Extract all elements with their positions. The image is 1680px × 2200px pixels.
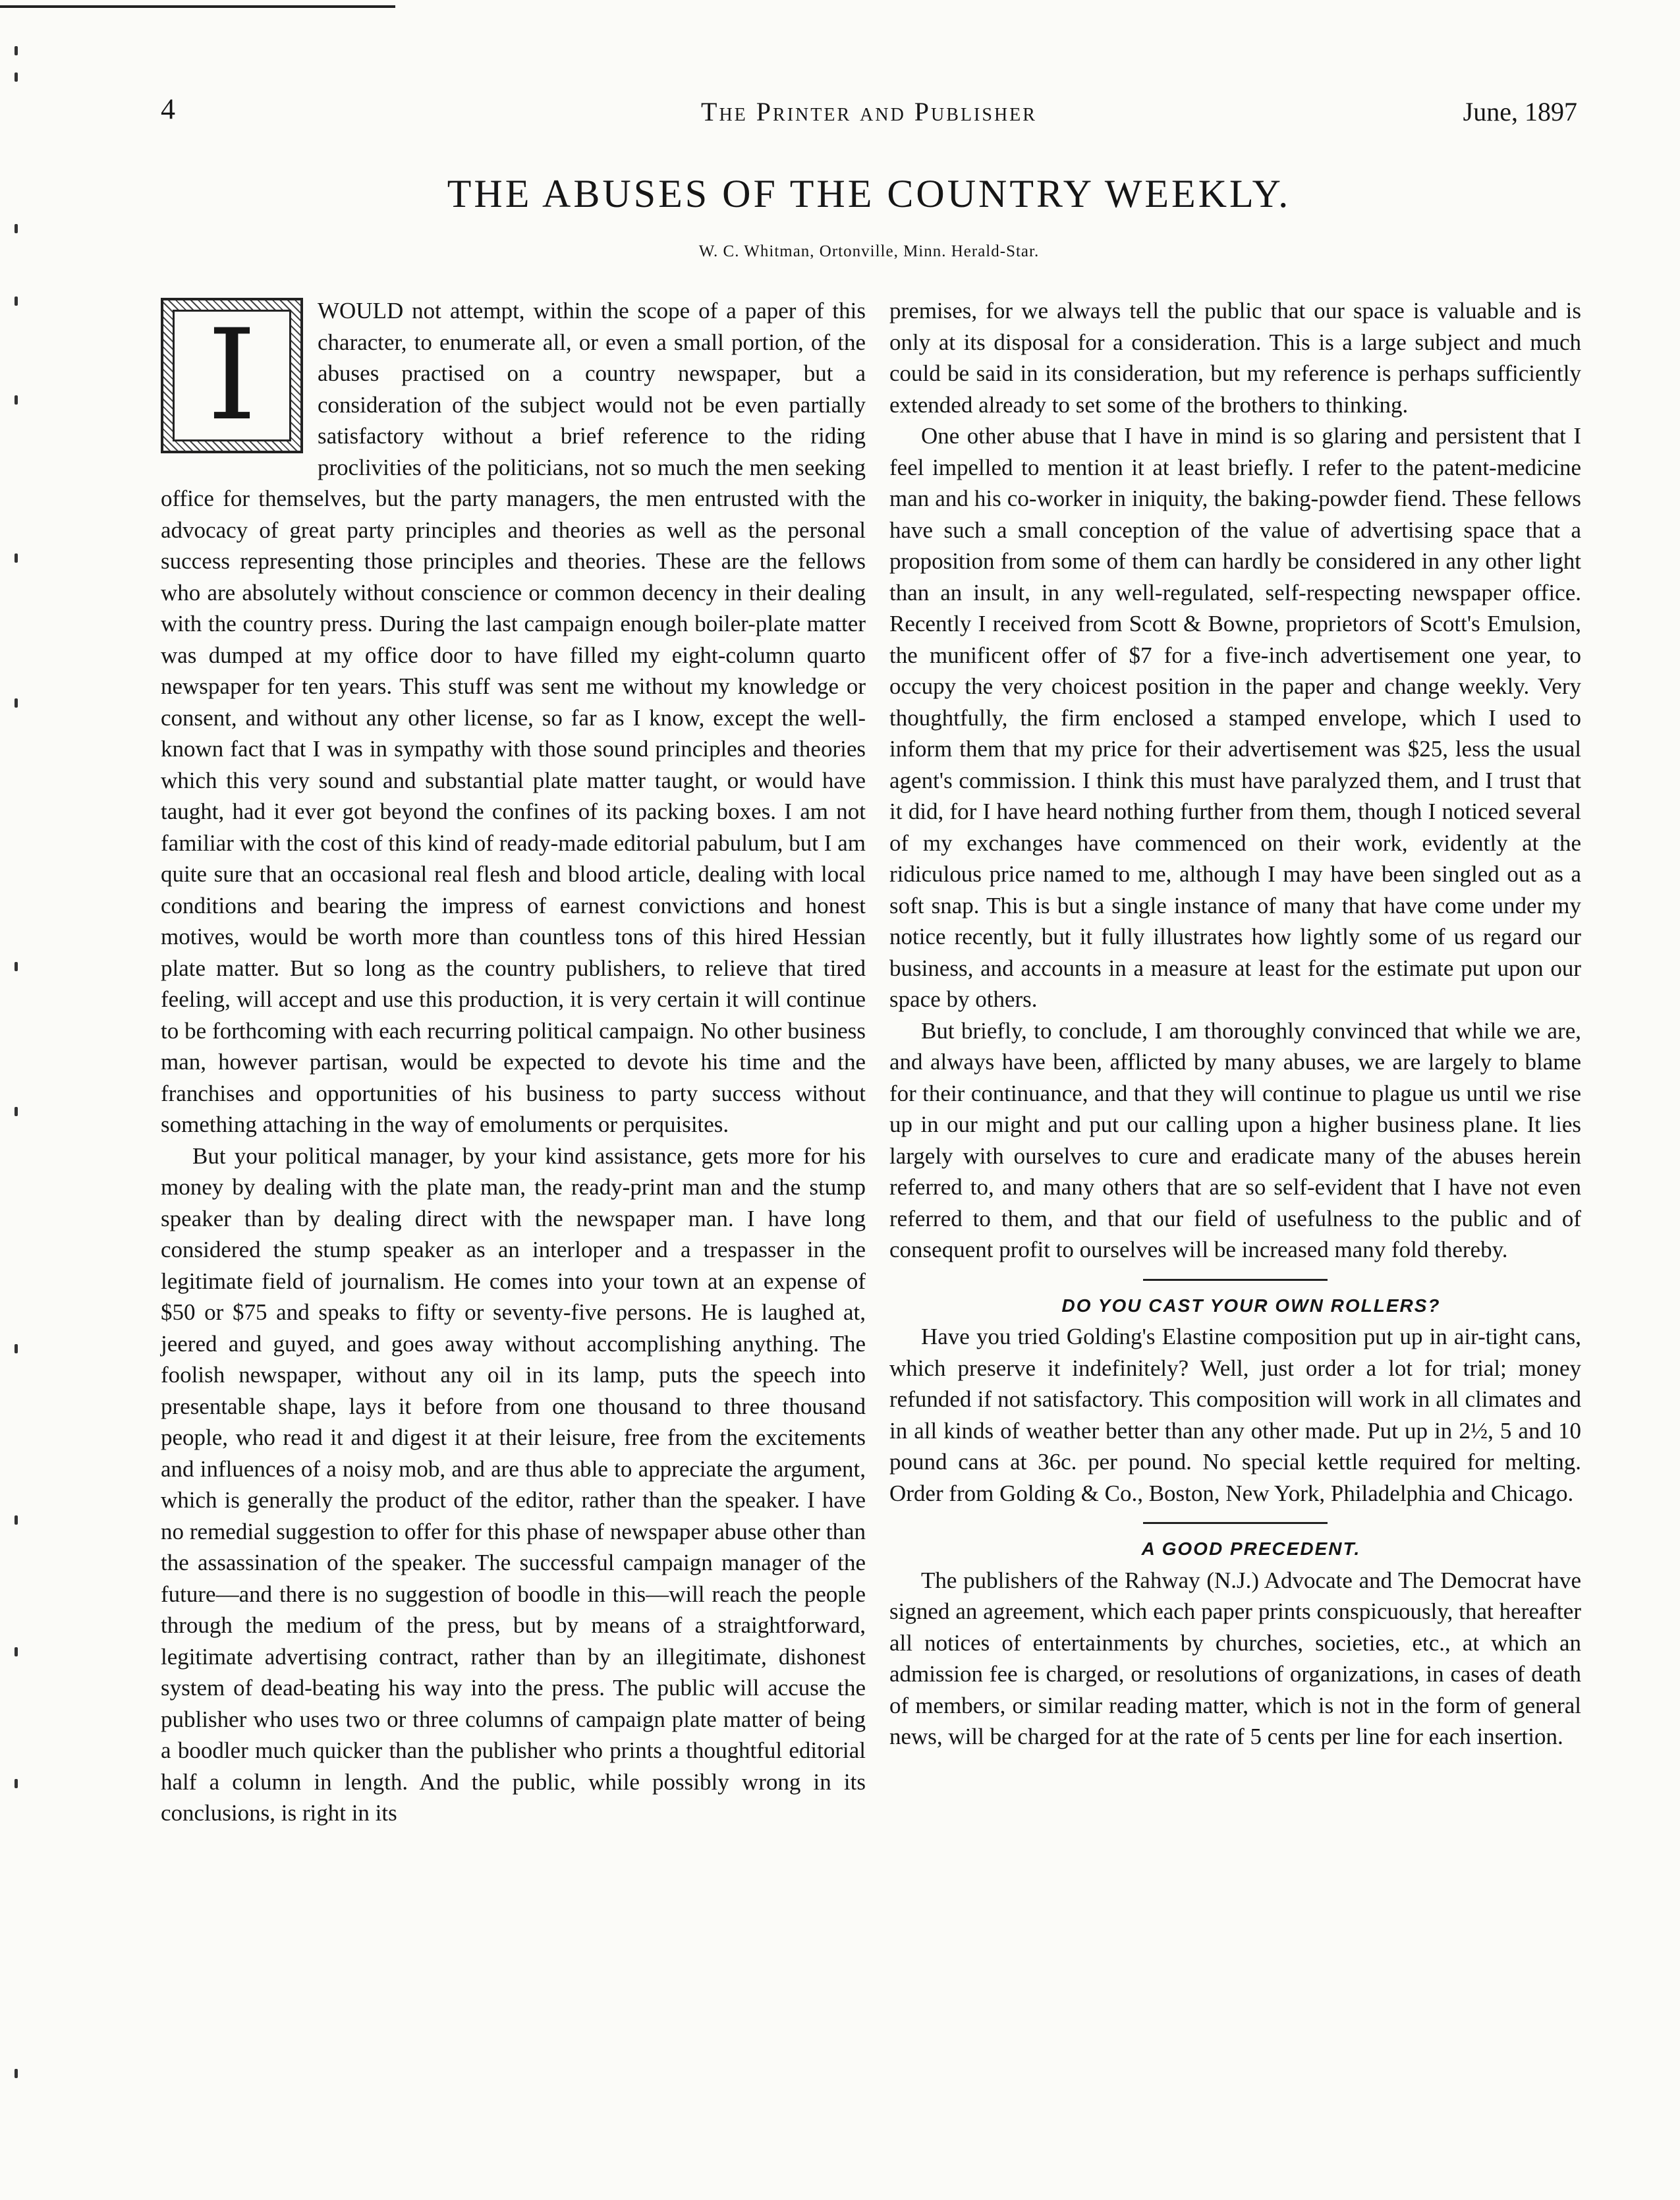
article-paragraph: But your political manager, by your kind assistance, gets more for his money by dealing with the plate man, the ready-print man and the stump speaker than by dealing direct with the newspaper man. I have long considered the stump speaker as an interloper and a trespasser in the legitimate field of journalism. He comes into your town at an expense of $50 or $75 and speaks to fifty or seventy-five persons. He is laughed at, jeered and guyed, and goes away without accomplishing anything. The foolish newspaper, without any oil in its lamp, puts the speech into presentable shape, lays it before from one thousand to three thousand people, who read it and digest it at their leisure, free from the excitements and influences of a noisy mob, and are thus able to appreciate the argument, which is generally the product of the editor, rather than the speaker. I have no remedial suggestion to offer for this phase of newspaper abuse other than the assassination of the speaker. The successful campaign manager of the future—and there is no suggestion of boodle in this—will reach the people through the medium of the press, but by means of a straightforward, legitimate advertising contract, rather than by an illegitimate, dishonest system of dead-beating his way into the press. The public will accuse the publisher who uses two or three columns of campaign plate matter of being a boodler much quicker than the publisher who prints a thoughtful editorial half a column in length. And the public, while possibly wrong in its conclusions, is right in its [161,1142,866,1826]
section-divider [1143,1279,1328,1281]
right-column [889,295,1581,1753]
article-paragraph: premises, for we always tell the public that our space is valuable and is only at its disposal for a consideration. This is a large subject and much could be said in its consideration, but my reference is perhaps sufficiently extended already to set some of the brothers to thinking. [889,298,1581,418]
drop-cap-letter: I [173,310,291,441]
section-divider [1143,1522,1328,1524]
running-header [161,92,1577,152]
article-paragraph: WOULD not attempt, within the scope of a paper of this character, to enumerate all, or even a small portion, of the abuses practised on a country newspaper, but a consideration of the subject would not be even partially satisfactory without a brief reference to the riding proclivities of the politicians, not so much the men seeking office for themselves, but the party managers, the men entrusted with the advocacy of great party principles and theories as well as the personal success representing those principles and theories. These are the fellows who are absolutely without conscience or common decency in their dealing with the country press. During the last campaign enough boiler-plate matter was dumped at my office door to have filled my eight-column quarto newspaper for ten years. This stuff was sent me without my knowledge or consent, and without any other license, so far as I know, except the well-known fact that I was in sympathy with those sound principles and theories which this very sound and substantial plate matter taught, or would have taught, had it ever got beyond the confines of its packing boxes. I am not familiar with the cost of this kind of ready-made editorial pabulum, but I am quite sure that an occasional real flesh and blood article, dealing with local conditions and bearing the impress of earnest convictions and honest motives, would be worth more than countless tons of this hired Hessian plate matter. But so long as the country publishers, to relieve that tired feeling, will accept and use this production, it is very certain it will continue to be forthcoming with each recurring political campaign. No other business man, however partisan, would be expected to devote his time and the franchises and opportunities of his business to party success without something attaching in the way of emoluments or perquisites. [161,298,866,1137]
article-byline: W. C. Whitman, Ortonville, Minn. Herald-Star. [698,242,1040,260]
publication-title: The Printer and Publisher [701,97,1037,127]
left-column [161,295,866,1829]
article-paragraph: But briefly, to conclude, I am thoroughly convinced that while we are, and always have been, afflicted by many abuses, we are largely to blame for their continuance, and that they will continue to plague us until we rise up in our might and put our calling upon a higher business plane. It lies largely with ourselves to cure and eradicate many of the abuses herein referred to, and many others that are so self-evident that I have not even referred to them, and that our field of usefulness to the public and of consequent profit to ourselves will be increased many fold thereby. [889,1017,1581,1262]
article-paragraph: One other abuse that I have in mind is so glaring and persistent that I feel impelled to mention it at least briefly. I refer to the patent-medicine man and his co-worker in iniquity, the baking-powder fiend. These fellows have such a small conception of the value of advertising space that a proposition from some of them can hardly be considered in any other light than an insult, in any well-regulated, self-respecting newspaper office. Recently I received from Scott & Bowne, proprietors of Scott's Emulsion, the munificent offer of $7 for a five-inch advertisement one year, to occupy the very choicest position in the paper and change weekly. Very thoughtfully, the firm enclosed a stamped envelope, which I used to inform them that my price for their advertisement was $25, less the usual agent's commission. I think this must have paralyzed them, and I trust that it did, for I have heard nothing further from them, though I noticed several of my exchanges have commenced on their work, evidently at the ridiculous price named to me, although I may have been singled out as a soft snap. This is but a single instance of many that have come under my notice recently, but it fully illustrates how lightly some of us regard our business, and accounts in a measure at least for the estimate put upon our space by others. [889,423,1581,1012]
page-number: 4 [161,93,175,125]
issue-date: June, 1897 [1463,97,1577,127]
article-headline: THE ABUSES OF THE COUNTRY WEEKLY. [447,172,1291,215]
notice-heading-precedent: A GOOD PRECEDENT. [1141,1538,1361,1559]
notice-body-rollers: Have you tried Golding's Elastine composition put up in air-tight cans, which preserve it indefinitely? Well, just order a lot for trial; money refunded if not satisfactory. This composition will work in all climates and in all kinds of weather better than any other made. Put up in 2½, 5 and 10 pound cans at 36c. per pound. No special kettle required for melting. Order from Golding & Co., Boston, New York, Philadelphia and Chicago. [889,1324,1581,1506]
margin-binding-marks [9,26,22,2135]
ornamental-drop-cap [161,298,303,453]
top-edge-rule [0,5,395,8]
notice-heading-rollers: DO YOU CAST YOUR OWN ROLLERS? [1061,1295,1441,1316]
notice-body-precedent: The publishers of the Rahway (N.J.) Advocate and The Democrat have signed an agreement, which each paper prints conspicuously, that hereafter all notices of entertainments by churches, societies, etc., at which an admission fee is charged, or resolutions of organizations, in cases of death of members, or similar reading matter, which is not in the form of general news, will be charged for at the rate of 5 cents per line for each insertion. [889,1567,1581,1749]
